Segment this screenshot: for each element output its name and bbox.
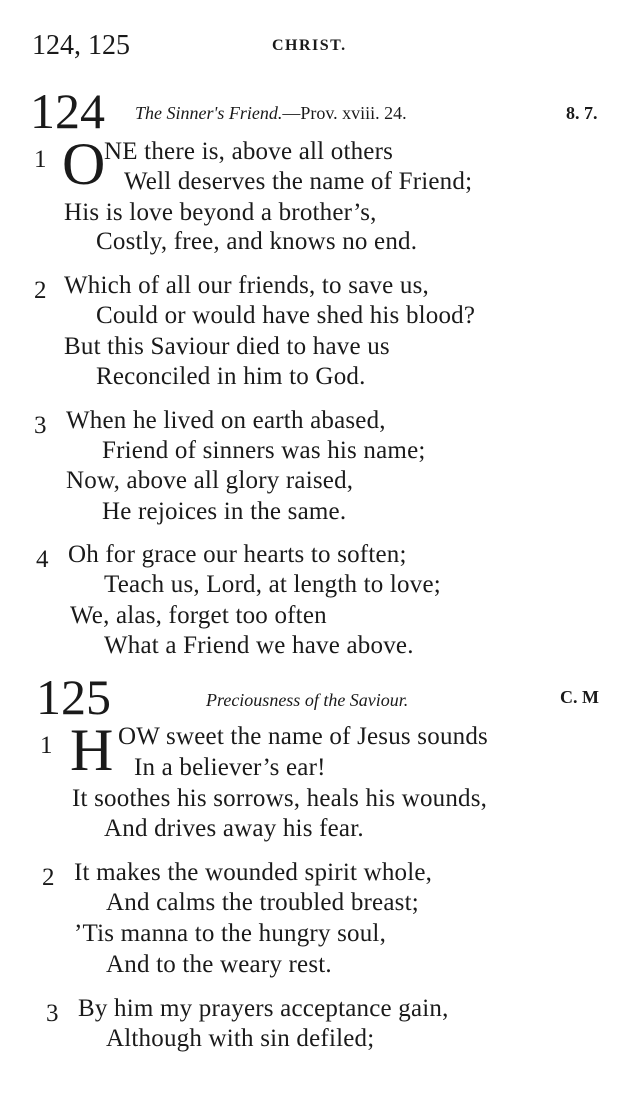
- verse-line: Reconciled in him to God.: [96, 363, 366, 390]
- hymn-title: Preciousness of the Saviour.: [206, 690, 409, 710]
- verse-number: 2: [42, 864, 55, 891]
- running-title: CHRIST.: [272, 37, 347, 54]
- verse-number: 1: [40, 732, 53, 759]
- verse-line: By him my prayers acceptance gain,: [78, 995, 449, 1022]
- verse-line: ’Tis manna to the hungry soul,: [74, 920, 387, 947]
- verse-line: When he lived on earth abased,: [66, 407, 386, 434]
- verse-line: OW sweet the name of Jesus sounds: [118, 723, 488, 750]
- verse-line: It makes the wounded spirit whole,: [74, 859, 433, 886]
- verse-number: 3: [34, 412, 47, 439]
- verse-line: And drives away his fear.: [104, 815, 364, 842]
- verse-line: His is love beyond a brother’s,: [64, 199, 377, 226]
- verse-line: Teach us, Lord, at length to love;: [104, 571, 441, 598]
- drop-cap: O: [62, 131, 106, 197]
- verse-line: Now, above all glory raised,: [66, 467, 354, 494]
- verse-line: He rejoices in the same.: [102, 498, 347, 525]
- verse-line: Although with sin defiled;: [106, 1025, 375, 1052]
- verse-line: And to the weary rest.: [106, 951, 332, 978]
- verse-line: But this Saviour died to have us: [64, 333, 390, 360]
- hymn-title: [135, 103, 407, 124]
- verse-line: We, alas, forget too often: [70, 602, 327, 629]
- hymn-meter: 8. 7.: [566, 103, 598, 123]
- hymn-number: 125: [36, 669, 111, 725]
- hymn-number: 124: [30, 83, 105, 139]
- verse-line: In a believer’s ear!: [134, 754, 326, 781]
- drop-cap: H: [70, 717, 114, 783]
- hymn-title-text: The Sinner's Friend.: [135, 103, 283, 123]
- verse-number: 1: [34, 146, 47, 173]
- hymn-meter: C. M: [560, 687, 599, 707]
- verse-number: 2: [34, 277, 47, 304]
- verse-line: And calms the troubled breast;: [106, 889, 419, 916]
- verse-line: It soothes his sorrows, heals his wounds,: [72, 785, 488, 812]
- scripture-reference: —Prov. xviii. 24.: [282, 103, 407, 123]
- verse-line: Oh for grace our hearts to soften;: [68, 541, 407, 568]
- verse-number: 3: [46, 1000, 59, 1027]
- verse-line: NE there is, above all others: [104, 138, 394, 165]
- verse-line: Could or would have shed his blood?: [96, 302, 476, 329]
- verse-line: Costly, free, and knows no end.: [96, 228, 418, 255]
- running-page-numbers: 124, 125: [32, 30, 130, 61]
- verse-line: Well deserves the name of Friend;: [124, 168, 473, 195]
- verse-line: Friend of sinners was his name;: [102, 437, 426, 464]
- verse-number: 4: [36, 546, 49, 573]
- verse-line: Which of all our friends, to save us,: [64, 272, 429, 299]
- verse-line: What a Friend we have above.: [104, 632, 414, 659]
